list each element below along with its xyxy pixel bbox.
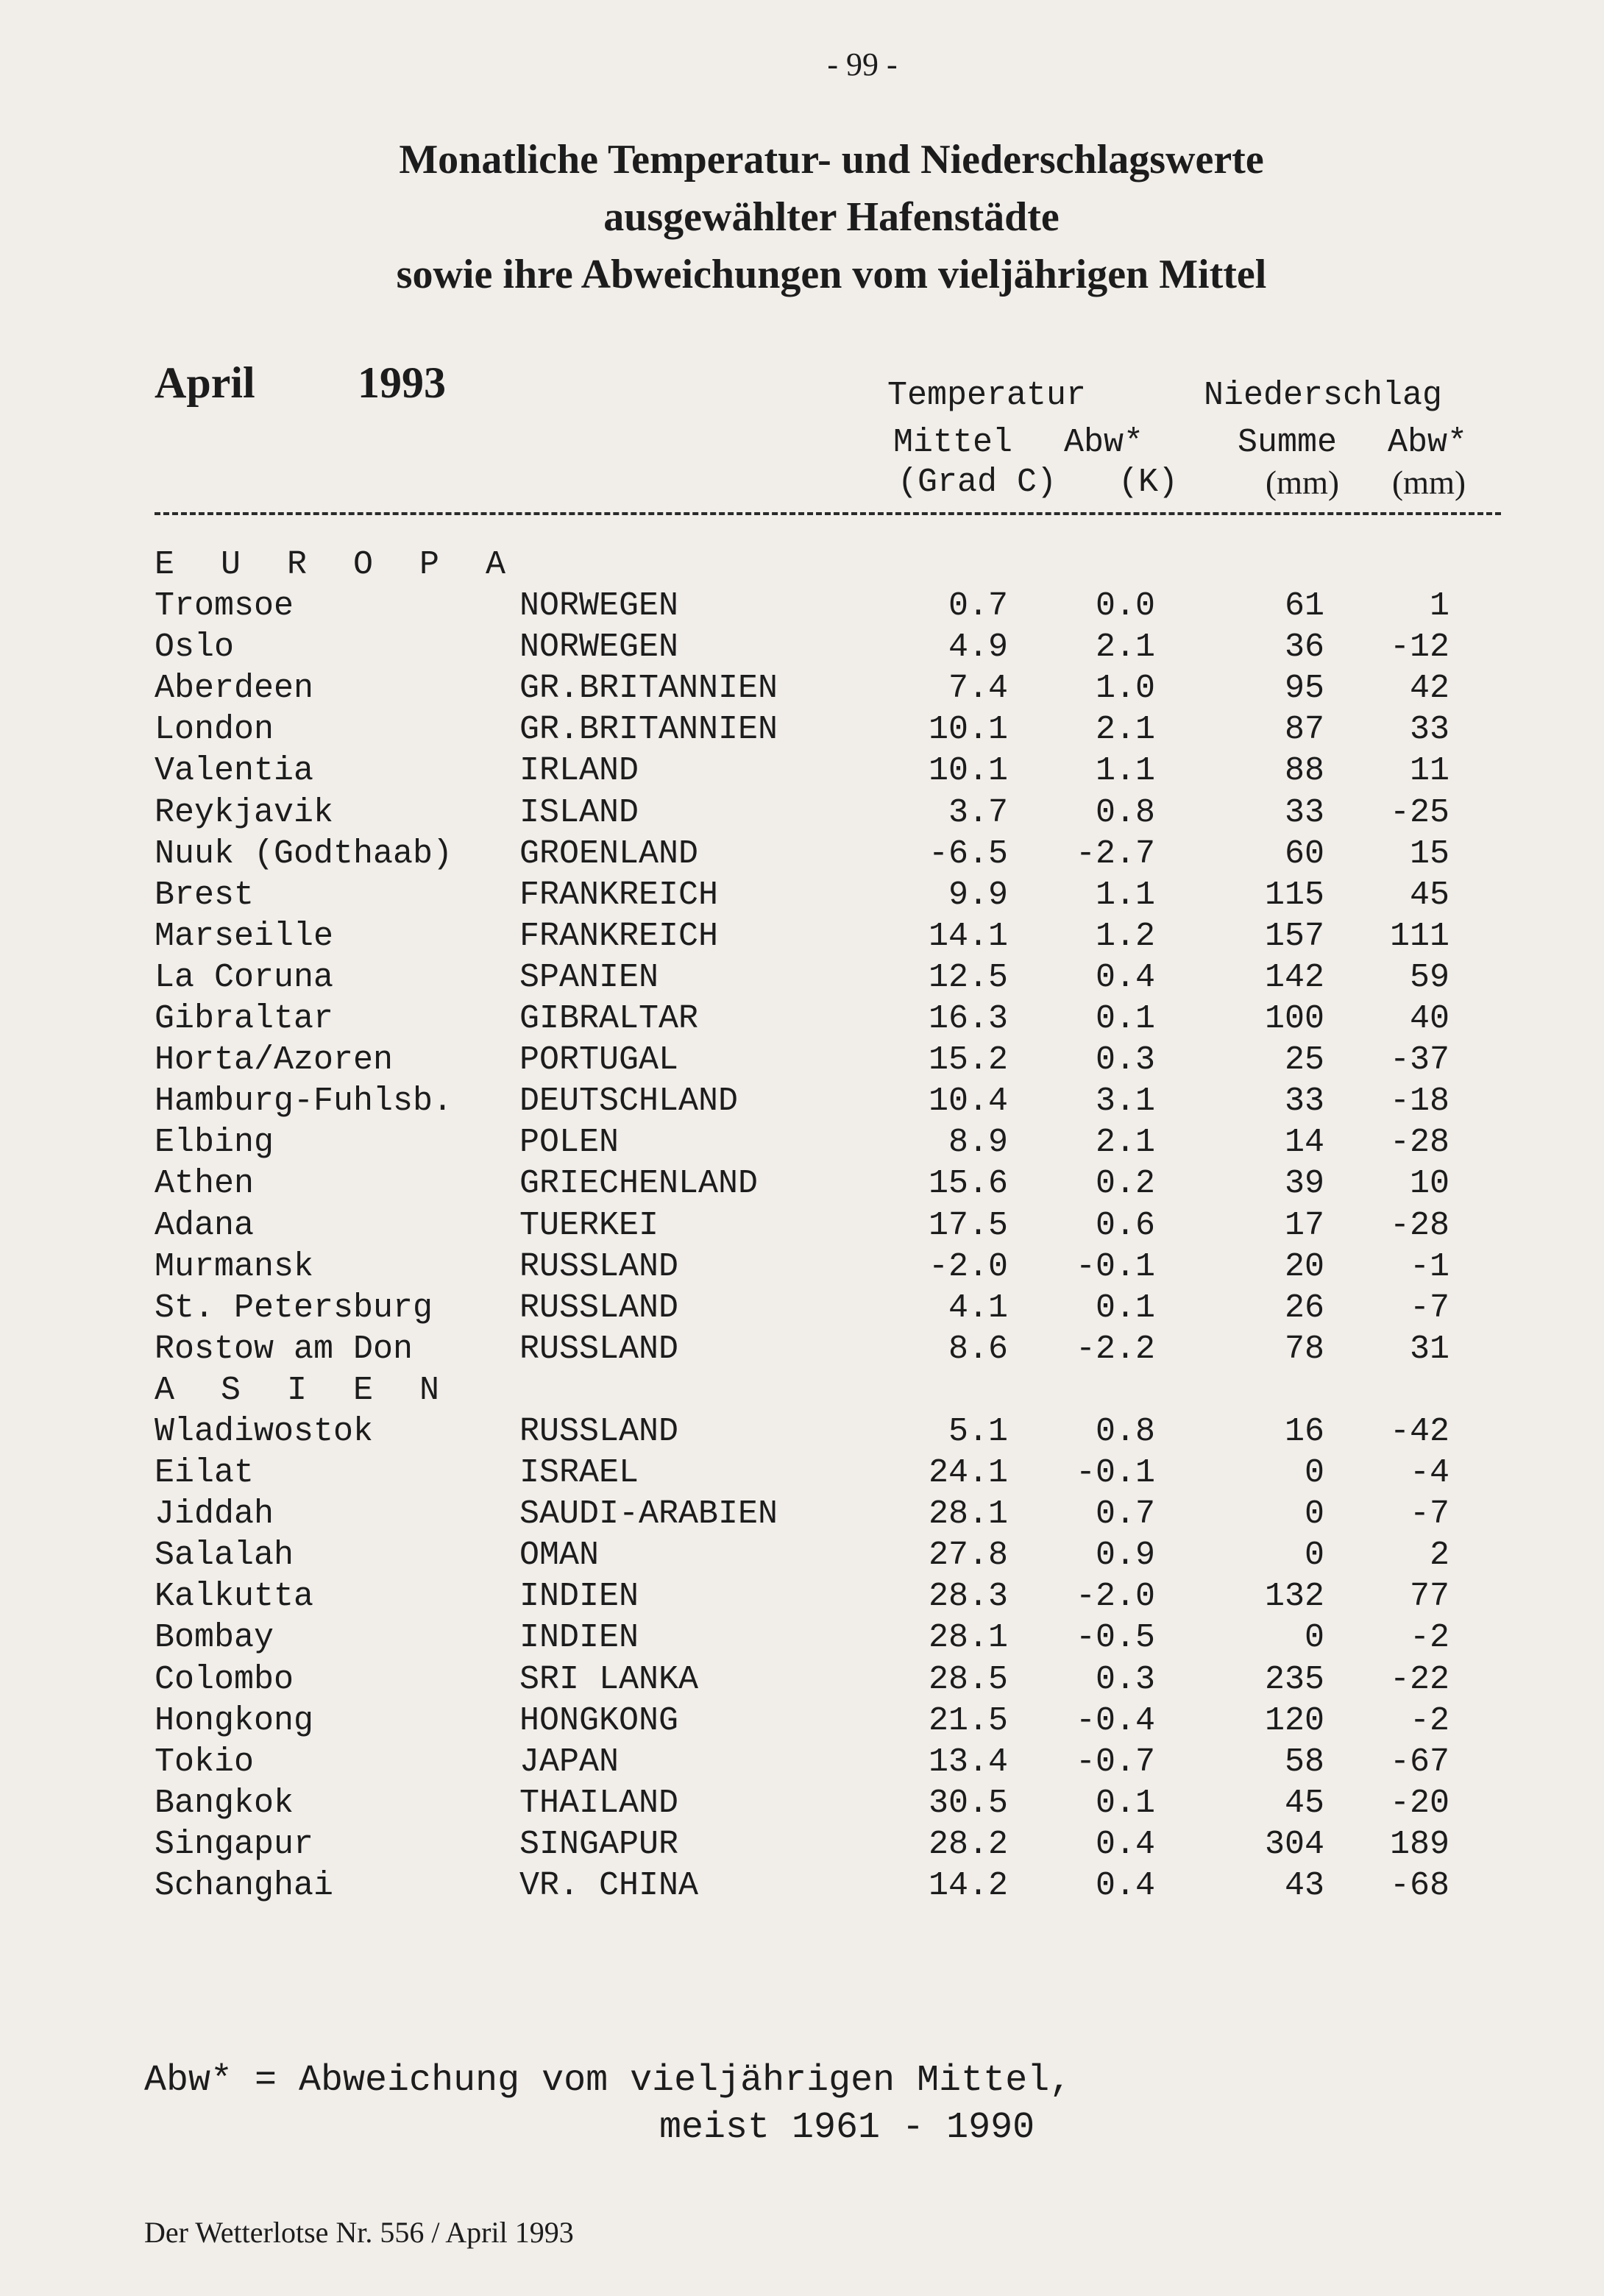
precip-sum-cell: 0: [1304, 1454, 1324, 1492]
precip-dev-cell: 45: [1409, 876, 1449, 914]
city-cell: Horta/Azoren: [155, 1041, 394, 1080]
precip-sum-cell: 132: [1264, 1578, 1324, 1616]
table-row: [0, 875, 1604, 916]
precip-dev-cell: 31: [1409, 1330, 1449, 1368]
precip-dev-cell: 77: [1409, 1578, 1449, 1616]
temp-mean-cell: 14.1: [928, 917, 1008, 955]
temp-mean-cell: 28.3: [928, 1578, 1008, 1616]
precip-sum-cell: 39: [1284, 1165, 1324, 1203]
precip-sum-cell: 16: [1284, 1412, 1324, 1450]
precip-sum-cell: 95: [1284, 670, 1324, 708]
precip-sum-cell: 61: [1284, 587, 1324, 626]
temp-mean-cell: 5.1: [948, 1412, 1008, 1450]
precip-sum-cell: 17: [1284, 1206, 1324, 1244]
precip-dev-cell: -28: [1389, 1206, 1449, 1244]
country-cell: NORWEGEN: [519, 628, 679, 667]
temp-mean-cell: 28.2: [928, 1825, 1008, 1863]
country-cell: GIBRALTAR: [519, 1000, 699, 1038]
precip-sum-cell: 235: [1264, 1660, 1324, 1698]
city-cell: Oslo: [155, 628, 235, 667]
region-heading: [0, 1370, 1604, 1411]
table-row: [0, 1081, 1604, 1122]
temp-dev-cell: -0.1: [1075, 1247, 1155, 1286]
temp-dev-cell: 0.3: [1095, 1660, 1155, 1698]
city-cell: Eilat: [155, 1454, 255, 1492]
city-cell: Salalah: [155, 1537, 294, 1575]
precip-dev-cell: -2: [1409, 1619, 1449, 1657]
city-cell: Nuuk (Godthaab): [155, 835, 453, 873]
precip-dev-cell: -4: [1409, 1454, 1449, 1492]
temp-mean-cell: 0.7: [948, 587, 1008, 626]
city-cell: Wladiwostok: [155, 1412, 374, 1450]
table-row: [0, 1163, 1604, 1205]
temp-dev-cell: 2.1: [1095, 628, 1155, 667]
country-cell: NORWEGEN: [519, 587, 679, 626]
table-row: [0, 1742, 1604, 1783]
country-cell: FRANKREICH: [519, 876, 719, 914]
country-cell: VR. CHINA: [519, 1867, 699, 1905]
title-line-2: ausgewählter Hafenstädte: [603, 194, 1060, 240]
temp-mean-cell: 8.9: [948, 1124, 1008, 1162]
country-cell: PORTUGAL: [519, 1041, 679, 1080]
table-row: [0, 1576, 1604, 1618]
city-cell: Tokio: [155, 1743, 255, 1781]
precip-sum-cell: 100: [1264, 1000, 1324, 1038]
region-heading: [0, 545, 1604, 586]
temp-dev-cell: 1.1: [1095, 752, 1155, 790]
city-cell: Murmansk: [155, 1247, 314, 1286]
temp-dev-cell: 0.7: [1095, 1495, 1155, 1534]
city-cell: Bangkok: [155, 1784, 294, 1822]
city-cell: Kalkutta: [155, 1578, 314, 1616]
header-temp-mean: Mittel: [893, 424, 1013, 461]
city-cell: Reykjavik: [155, 793, 334, 832]
country-cell: FRANKREICH: [519, 917, 719, 955]
footnote-line-1: Abw* = Abweichung vom vieljährigen Mittel,: [144, 2060, 1072, 2102]
temp-mean-cell: 14.2: [928, 1867, 1008, 1905]
precip-dev-cell: -42: [1389, 1412, 1449, 1450]
country-cell: ISLAND: [519, 793, 639, 832]
temp-dev-cell: 3.1: [1095, 1083, 1155, 1121]
precip-sum-cell: 115: [1264, 876, 1324, 914]
table-row: [0, 834, 1604, 875]
country-cell: TUERKEI: [519, 1206, 659, 1244]
precip-dev-cell: -28: [1389, 1124, 1449, 1162]
temp-dev-cell: -0.1: [1075, 1454, 1155, 1492]
city-cell: Aberdeen: [155, 670, 314, 708]
precip-dev-cell: -37: [1389, 1041, 1449, 1080]
country-cell: SPANIEN: [519, 958, 659, 996]
temp-dev-cell: 0.4: [1095, 1825, 1155, 1863]
city-cell: Colombo: [155, 1660, 294, 1698]
temp-mean-cell: 9.9: [948, 876, 1008, 914]
city-cell: Singapur: [155, 1825, 314, 1863]
period-year: 1993: [358, 358, 446, 407]
temp-mean-cell: -6.5: [928, 835, 1008, 873]
precip-dev-cell: -7: [1409, 1495, 1449, 1534]
temp-mean-cell: 10.4: [928, 1083, 1008, 1121]
precip-sum-cell: 88: [1284, 752, 1324, 790]
temp-dev-cell: -0.7: [1075, 1743, 1155, 1781]
page-footer: Der Wetterlotse Nr. 556 / April 1993: [144, 2216, 574, 2249]
temp-mean-cell: 15.2: [928, 1041, 1008, 1080]
country-cell: RUSSLAND: [519, 1289, 679, 1327]
precip-sum-cell: 43: [1284, 1867, 1324, 1905]
city-cell: Adana: [155, 1206, 255, 1244]
temp-mean-cell: 8.6: [948, 1330, 1008, 1368]
header-temp-mean-unit: (Grad C): [898, 464, 1057, 501]
title-line-1: Monatliche Temperatur- und Niederschlagswerte: [399, 137, 1264, 183]
precip-dev-cell: 33: [1409, 711, 1449, 749]
country-cell: SINGAPUR: [519, 1825, 679, 1863]
precip-sum-cell: 45: [1284, 1784, 1324, 1822]
footnote: [144, 2058, 1263, 2152]
table-row: [0, 627, 1604, 668]
table-row: [0, 1122, 1604, 1163]
temp-dev-cell: 0.1: [1095, 1000, 1155, 1038]
title-line-3: sowie ihre Abweichungen vom vieljährigen Mittel: [396, 252, 1267, 297]
country-cell: SRI LANKA: [519, 1660, 699, 1698]
temp-dev-cell: -0.4: [1075, 1701, 1155, 1740]
city-cell: Rostow am Don: [155, 1330, 414, 1368]
header-precip-dev: Abw*: [1388, 424, 1468, 461]
country-cell: GR.BRITANNIEN: [519, 670, 778, 708]
footnote-line-2: meist 1961 - 1990: [659, 2107, 1035, 2149]
temp-dev-cell: 0.4: [1095, 1867, 1155, 1905]
temp-dev-cell: 1.1: [1095, 876, 1155, 914]
header-temp-dev-unit: (K): [1118, 464, 1179, 501]
temp-dev-cell: 1.2: [1095, 917, 1155, 955]
precip-dev-cell: -22: [1389, 1660, 1449, 1698]
table-row: [0, 1866, 1604, 1907]
temp-dev-cell: -2.0: [1075, 1578, 1155, 1616]
table-row: [0, 1535, 1604, 1576]
precip-dev-cell: 111: [1389, 917, 1449, 955]
table-row: [0, 1618, 1604, 1659]
table-row: [0, 1288, 1604, 1329]
temp-dev-cell: 0.9: [1095, 1537, 1155, 1575]
precip-dev-cell: -7: [1409, 1289, 1449, 1327]
table-row: [0, 1411, 1604, 1453]
temp-mean-cell: 30.5: [928, 1784, 1008, 1822]
temp-mean-cell: 16.3: [928, 1000, 1008, 1038]
temp-mean-cell: 13.4: [928, 1743, 1008, 1781]
temp-dev-cell: 0.6: [1095, 1206, 1155, 1244]
table-row: [0, 1247, 1604, 1288]
country-cell: INDIEN: [519, 1578, 639, 1616]
country-cell: ISRAEL: [519, 1454, 639, 1492]
precip-sum-cell: 157: [1264, 917, 1324, 955]
precip-dev-cell: -25: [1389, 793, 1449, 832]
country-cell: HONGKONG: [519, 1701, 679, 1740]
city-cell: St. Petersburg: [155, 1289, 433, 1327]
precip-dev-cell: 2: [1429, 1537, 1449, 1575]
temp-mean-cell: 4.9: [948, 628, 1008, 667]
precip-dev-cell: 40: [1409, 1000, 1449, 1038]
precip-sum-cell: 58: [1284, 1743, 1324, 1781]
city-cell: Valentia: [155, 752, 314, 790]
precip-dev-cell: -2: [1409, 1701, 1449, 1740]
temp-mean-cell: 21.5: [928, 1701, 1008, 1740]
precip-sum-cell: 33: [1284, 1083, 1324, 1121]
temp-mean-cell: 28.1: [928, 1619, 1008, 1657]
table-row: [0, 751, 1604, 792]
country-cell: GRIECHENLAND: [519, 1165, 759, 1203]
temp-mean-cell: 12.5: [928, 958, 1008, 996]
country-cell: OMAN: [519, 1537, 600, 1575]
temp-mean-cell: 28.5: [928, 1660, 1008, 1698]
header-divider: [155, 512, 1501, 515]
page-number: - 99 -: [827, 46, 898, 82]
table-row: [0, 957, 1604, 999]
precip-dev-cell: -67: [1389, 1743, 1449, 1781]
header-precip-dev-unit: (mm): [1392, 464, 1466, 501]
city-cell: Schanghai: [155, 1867, 334, 1905]
country-cell: RUSSLAND: [519, 1330, 679, 1368]
temp-dev-cell: 2.1: [1095, 711, 1155, 749]
temp-dev-cell: 0.1: [1095, 1289, 1155, 1327]
precip-dev-cell: -12: [1389, 628, 1449, 667]
table-row: [0, 1783, 1604, 1824]
temp-dev-cell: 2.1: [1095, 1124, 1155, 1162]
city-cell: La Coruna: [155, 958, 334, 996]
precip-dev-cell: 189: [1389, 1825, 1449, 1863]
country-cell: RUSSLAND: [519, 1247, 679, 1286]
precip-dev-cell: 59: [1409, 958, 1449, 996]
precip-dev-cell: 15: [1409, 835, 1449, 873]
city-cell: Gibraltar: [155, 1000, 334, 1038]
header-precip-sum: Summe: [1238, 424, 1338, 461]
precip-sum-cell: 25: [1284, 1041, 1324, 1080]
table-row: [0, 586, 1604, 627]
table-row: [0, 1494, 1604, 1535]
precip-sum-cell: 0: [1304, 1495, 1324, 1534]
precip-sum-cell: 26: [1284, 1289, 1324, 1327]
precip-sum-cell: 33: [1284, 793, 1324, 832]
precip-dev-cell: 10: [1409, 1165, 1449, 1203]
country-cell: DEUTSCHLAND: [519, 1083, 739, 1121]
region-name: E U R O P A: [155, 546, 519, 584]
header-precip-sum-unit: (mm): [1266, 464, 1339, 501]
precip-dev-cell: -68: [1389, 1867, 1449, 1905]
precip-sum-cell: 0: [1304, 1619, 1324, 1657]
precip-dev-cell: -20: [1389, 1784, 1449, 1822]
temp-mean-cell: 27.8: [928, 1537, 1008, 1575]
header-temp-dev: Abw*: [1064, 424, 1144, 461]
table-row: [0, 1453, 1604, 1494]
temp-mean-cell: 15.6: [928, 1165, 1008, 1203]
temp-dev-cell: 0.1: [1095, 1784, 1155, 1822]
header-temperature: Temperatur: [887, 377, 1087, 414]
temp-mean-cell: 4.1: [948, 1289, 1008, 1327]
precip-dev-cell: 42: [1409, 670, 1449, 708]
precip-dev-cell: 1: [1429, 587, 1449, 626]
table-row: [0, 1659, 1604, 1701]
country-cell: SAUDI-ARABIEN: [519, 1495, 778, 1534]
precip-dev-cell: 11: [1409, 752, 1449, 790]
city-cell: Hongkong: [155, 1701, 314, 1740]
country-cell: POLEN: [519, 1124, 620, 1162]
city-cell: Brest: [155, 876, 255, 914]
period-month: April: [155, 358, 255, 407]
temp-dev-cell: -0.5: [1075, 1619, 1155, 1657]
table-row: [0, 1329, 1604, 1370]
precip-sum-cell: 120: [1264, 1701, 1324, 1740]
precip-sum-cell: 87: [1284, 711, 1324, 749]
country-cell: RUSSLAND: [519, 1412, 679, 1450]
table-row: [0, 1824, 1604, 1866]
table-row: [0, 668, 1604, 709]
precip-sum-cell: 20: [1284, 1247, 1324, 1286]
country-cell: GROENLAND: [519, 835, 699, 873]
temp-mean-cell: 10.1: [928, 752, 1008, 790]
temp-dev-cell: 0.4: [1095, 958, 1155, 996]
temp-mean-cell: 28.1: [928, 1495, 1008, 1534]
country-cell: GR.BRITANNIEN: [519, 711, 778, 749]
temp-dev-cell: -2.2: [1075, 1330, 1155, 1368]
temp-dev-cell: -2.7: [1075, 835, 1155, 873]
precip-sum-cell: 304: [1264, 1825, 1324, 1863]
precip-sum-cell: 14: [1284, 1124, 1324, 1162]
country-cell: INDIEN: [519, 1619, 639, 1657]
temp-dev-cell: 1.0: [1095, 670, 1155, 708]
temp-mean-cell: 17.5: [928, 1206, 1008, 1244]
precip-sum-cell: 78: [1284, 1330, 1324, 1368]
city-cell: London: [155, 711, 274, 749]
city-cell: Jiddah: [155, 1495, 274, 1534]
table-row: [0, 1040, 1604, 1081]
data-table: [0, 545, 1604, 1907]
city-cell: Hamburg-Fuhlsb.: [155, 1083, 453, 1121]
precip-sum-cell: 0: [1304, 1537, 1324, 1575]
table-row: [0, 916, 1604, 957]
table-row: [0, 793, 1604, 834]
region-name: A S I E N: [155, 1371, 453, 1409]
temp-mean-cell: 24.1: [928, 1454, 1008, 1492]
temp-dev-cell: 0.3: [1095, 1041, 1155, 1080]
table-row: [0, 999, 1604, 1040]
temp-mean-cell: 7.4: [948, 670, 1008, 708]
country-cell: IRLAND: [519, 752, 639, 790]
page-title: [258, 131, 1405, 303]
temp-mean-cell: -2.0: [928, 1247, 1008, 1286]
temp-dev-cell: 0.2: [1095, 1165, 1155, 1203]
precip-dev-cell: -1: [1409, 1247, 1449, 1286]
city-cell: Marseille: [155, 917, 334, 955]
table-row: [0, 1205, 1604, 1247]
temp-dev-cell: 0.0: [1095, 587, 1155, 626]
precip-dev-cell: -18: [1389, 1083, 1449, 1121]
city-cell: Elbing: [155, 1124, 274, 1162]
precip-sum-cell: 142: [1264, 958, 1324, 996]
temp-mean-cell: 3.7: [948, 793, 1008, 832]
city-cell: Tromsoe: [155, 587, 294, 626]
country-cell: THAILAND: [519, 1784, 679, 1822]
temp-dev-cell: 0.8: [1095, 793, 1155, 832]
header-precipitation: Niederschlag: [1204, 377, 1443, 414]
table-row: [0, 709, 1604, 751]
temp-dev-cell: 0.8: [1095, 1412, 1155, 1450]
city-cell: Bombay: [155, 1619, 274, 1657]
city-cell: Athen: [155, 1165, 255, 1203]
temp-mean-cell: 10.1: [928, 711, 1008, 749]
precip-sum-cell: 60: [1284, 835, 1324, 873]
precip-sum-cell: 36: [1284, 628, 1324, 667]
country-cell: JAPAN: [519, 1743, 620, 1781]
table-row: [0, 1701, 1604, 1742]
